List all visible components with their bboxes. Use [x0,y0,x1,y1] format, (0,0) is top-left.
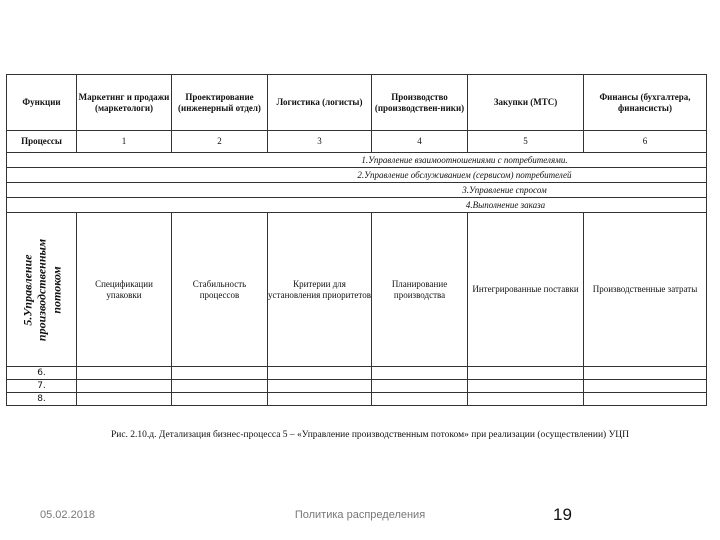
process-5-row [7,213,707,367]
table-row [7,393,707,406]
page-number: 19 [553,505,572,524]
process-5-cell: Планирование производства [372,213,468,367]
footer-title: Политика распределения [294,509,426,521]
process-row [7,183,707,198]
col-header-production: Производство (производствен-ники) [372,75,468,131]
col-header-finance: Финансы (бухгалтера, финансисты) [584,75,707,131]
col-number: 2 [172,131,268,153]
process-5-label-cell [7,213,77,367]
col-number: 3 [268,131,372,153]
col-number: 5 [468,131,584,153]
process-3-label: 3.Управление спросом [462,184,547,195]
col-header-marketing: Маркетинг и продажи (маркетологи) [77,75,172,131]
process-5-cell: Критерии для установления приоритетов [268,213,372,367]
col-header-engineering: Проектирование (инженерный отдел) [172,75,268,131]
process-1-label: 1.Управление взаимоотношениями с потребителями. [361,154,568,165]
numbers-row [7,131,707,153]
process-5-cell: Спецификации упаковки [77,213,172,367]
col-header-purchasing: Закупки (МТС) [468,75,584,131]
row-number: 8. [7,393,77,406]
processes-label: Процессы [7,131,77,153]
table-row [7,367,707,380]
process-5-cell: Интегрированные поставки [468,213,584,367]
col-number: 1 [77,131,172,153]
process-matrix [6,74,706,405]
process-row [7,198,707,213]
row-number: 6. [7,367,77,380]
col-number: 4 [372,131,468,153]
process-5-cell: Производственные затраты [584,213,707,367]
table-row [7,380,707,393]
process-row [7,168,707,183]
process-4-label: 4.Выполнение заказа [465,199,546,210]
process-5-label: 5.Управление производственным потоком [19,238,63,341]
col-number: 6 [584,131,707,153]
process-2-label: 2.Управление обслуживанием (сервисом) потребителей [357,169,572,180]
functions-label: Функции [7,75,77,131]
figure-caption: Рис. 2.10.д. Детализация бизнес-процесса 5 – «Управление производственным потоком» при реализации (осуществлении) УЦП [110,430,630,440]
col-header-logistics: Логистика (логисты) [268,75,372,131]
process-row [7,153,707,168]
row-number: 7. [7,380,77,393]
footer-date: 05.02.2018 [40,509,96,521]
header-row [7,75,707,131]
process-5-cell: Стабильность процессов [172,213,268,367]
process-matrix-table [6,74,707,406]
